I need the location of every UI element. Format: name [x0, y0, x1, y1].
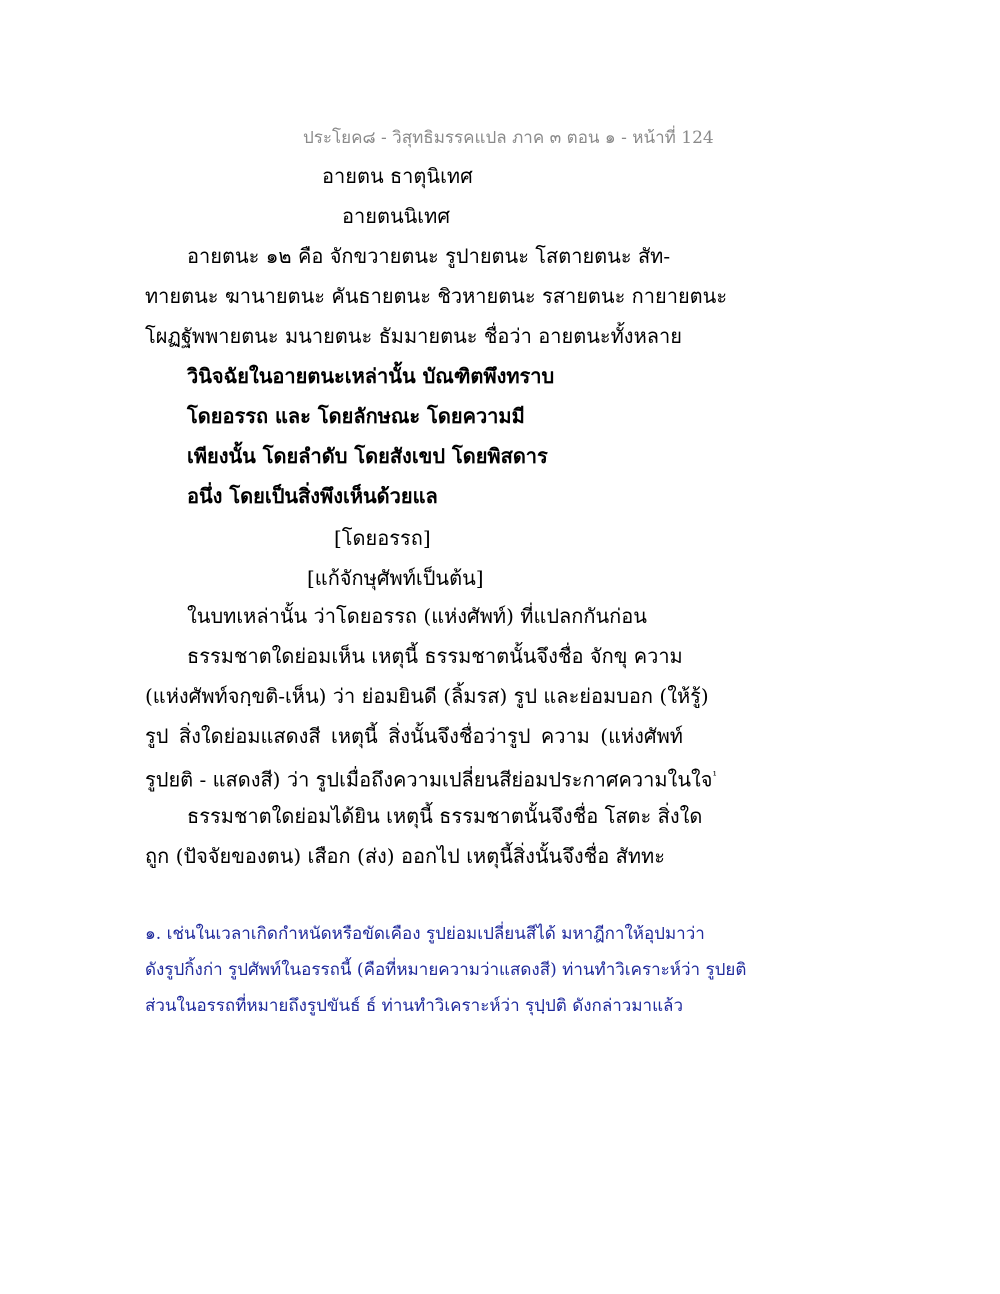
- para-line-6: ธรรมชาตใดย่อมได้ยิน เหตุนี้ ธรรมชาตนั้นจึงชื่อ โสตะ สิ่งใด: [187, 804, 703, 828]
- para-line-7: ถูก (ปัจจัยของตน) เสือก (ส่ง) ออกไป เหตุนี้สิ่งนั้นจึงชื่อ สัททะ: [145, 844, 665, 868]
- para-line-1: ในบทเหล่านั้น ว่าโดยอรรถ (แห่งศัพท์) ที่แปลกกันก่อน: [187, 604, 647, 628]
- body-line-1: อายตนะ ๑๒ คือ จักขวายตนะ รูปายตนะ โสตายตนะ สัท-: [187, 244, 671, 268]
- section-title: อายตนนิเทศ: [342, 204, 451, 228]
- para-line-5-text: รูปยติ - แสดงสี) ว่า รูปเมื่อถึงความเปลี่ยนสีย่อมประกาศความในใจ: [145, 767, 713, 792]
- footnote-line-1: ๑. เช่นในเวลาเกิดกำหนัดหรือขัดเคือง รูปย่อมเปลี่ยนสีได้ มหาฎีกาให้อุปมาว่า: [145, 924, 705, 944]
- body-line-3: โผฏฐัพพายตนะ มนายตนะ ธัมมายตนะ ชื่อว่า อายตนะทั้งหลาย: [145, 324, 682, 348]
- verse-line-4: อนึ่ง โดยเป็นสิ่งพึงเห็นด้วยแล: [187, 484, 438, 508]
- para-line-4: รูป สิ่งใดย่อมแสดงสี เหตุนี้ สิ่งนั้นจึงชื่อว่ารูป ความ (แห่งศัพท์: [145, 724, 683, 748]
- para-line-3: (แห่งศัพท์จกฺขติ-เห็น) ว่า ย่อมยินดี (ลิ้มรส) รูป และย่อมบอก (ให้รู้): [145, 684, 709, 708]
- verse-line-2: โดยอรรถ และ โดยลักษณะ โดยความมี: [187, 404, 525, 428]
- para-line-2: ธรรมชาตใดย่อมเห็น เหตุนี้ ธรรมชาตนั้นจึงชื่อ จักขุ ความ: [187, 644, 683, 668]
- page-header: ประโยค๘ - วิสุทธิมรรคแปล ภาค ๓ ตอน ๑ - หน้าที่ 124: [303, 128, 714, 148]
- footnote-line-2: ดังรูปกิ้งก่า รูปศัพท์ในอรรถนี้ (คือที่หมายความว่าแสดงสี) ท่านทำวิเคราะห์ว่า รูปยติ: [145, 960, 747, 980]
- subsection-heading: [โดยอรรถ]: [334, 526, 431, 550]
- verse-line-1: วินิจฉัยในอายตนะเหล่านั้น บัณฑิตพึงทราบ: [187, 364, 555, 388]
- footnote-line-3: ส่วนในอรรถที่หมายถึงรูปขันธ์ ธ์ ท่านทำวิเคราะห์ว่า รุปฺปติ ดังกล่าวมาแล้ว: [145, 996, 684, 1016]
- chapter-title: อายตน ธาตุนิเทศ: [322, 164, 473, 188]
- para-line-5: [145, 762, 717, 794]
- body-line-2: ทายตนะ ฆานายตนะ คันธายตนะ ชิวหายตนะ รสายตนะ กายายตนะ: [145, 284, 728, 308]
- subsection-subheading: [แก้จักษุศัพท์เป็นต้น]: [307, 566, 484, 590]
- verse-line-3: เพียงนั้น โดยลำดับ โดยสังเขป โดยพิสดาร: [187, 444, 548, 468]
- footnote-marker: ¹: [712, 769, 717, 782]
